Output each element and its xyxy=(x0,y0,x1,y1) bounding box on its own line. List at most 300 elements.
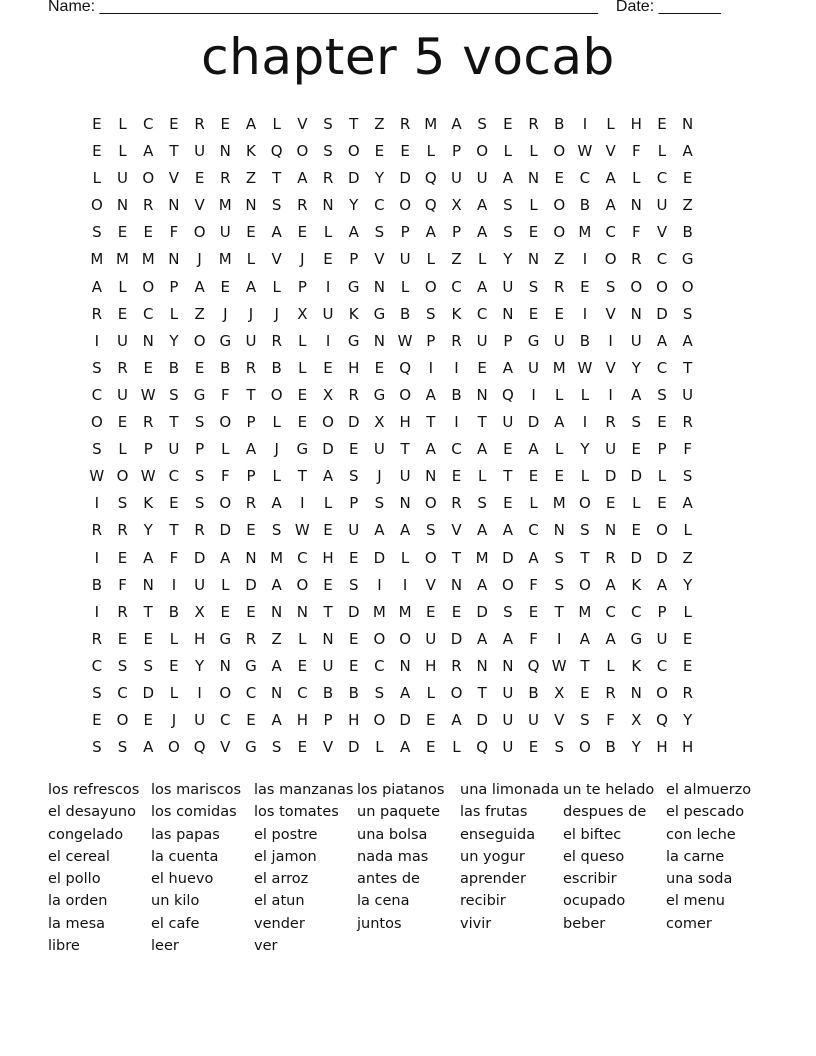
grid-letter: A xyxy=(220,548,231,567)
grid-letter: U xyxy=(348,521,360,540)
grid-letter: R xyxy=(605,413,616,432)
word-bank-item: con leche xyxy=(666,826,736,843)
page-title: chapter 5 vocab xyxy=(201,28,615,86)
grid-letter: E xyxy=(657,413,667,432)
grid-letter: D xyxy=(142,683,154,702)
grid-letter: H xyxy=(656,738,668,757)
grid-letter: N xyxy=(245,196,257,215)
grid-letter: R xyxy=(194,521,205,540)
grid-letter: I xyxy=(300,494,305,513)
grid-letter: C xyxy=(245,683,257,702)
grid-letter: C xyxy=(605,223,616,242)
grid-letter: L xyxy=(323,223,333,242)
grid-letter: O xyxy=(116,711,129,730)
grid-letter: I xyxy=(557,629,562,648)
grid-letter: S xyxy=(271,521,282,540)
grid-letter: R xyxy=(91,521,103,540)
grid-letter: A xyxy=(245,440,257,459)
grid-letter: C xyxy=(117,683,128,702)
grid-letter: V xyxy=(271,250,282,269)
grid-letter: U xyxy=(373,440,385,459)
grid-letter: R xyxy=(117,358,128,377)
grid-letter: S xyxy=(323,142,333,161)
grid-letter: B xyxy=(554,115,565,133)
word-bank-item: despues de xyxy=(563,804,647,821)
grid-letter: E xyxy=(554,467,564,486)
grid-letter: I xyxy=(325,331,331,350)
grid-letter: R xyxy=(682,683,693,702)
grid-letter: L xyxy=(221,440,230,459)
grid-letter: E xyxy=(117,629,128,648)
grid-letter: P xyxy=(246,467,256,486)
grid-letter: U xyxy=(194,142,206,161)
grid-letter: Y xyxy=(349,196,359,215)
grid-letter: W xyxy=(577,358,593,377)
grid-letter: N xyxy=(245,548,257,567)
grid-letter: E xyxy=(169,115,179,133)
grid-letter: I xyxy=(531,385,536,404)
grid-letter: M xyxy=(398,602,412,621)
grid-letter: T xyxy=(349,115,359,133)
grid-letter: S xyxy=(477,115,487,133)
grid-letter: R xyxy=(91,629,103,648)
grid-letter: Q xyxy=(399,358,411,377)
grid-letter: B xyxy=(579,331,591,350)
grid-letter: I xyxy=(325,277,331,296)
word-bank-item: la orden xyxy=(48,893,108,910)
grid-letter: L xyxy=(92,169,102,188)
grid-letter: L xyxy=(169,304,179,323)
grid-letter: N xyxy=(476,656,488,675)
grid-letter: E xyxy=(348,656,359,675)
grid-letter: J xyxy=(197,250,202,269)
grid-letter: G xyxy=(527,331,540,350)
grid-letter: C xyxy=(91,656,103,675)
grid-letter: T xyxy=(683,358,693,377)
grid-letter: S xyxy=(426,304,436,323)
grid-letter: L xyxy=(555,440,564,459)
grid-letter: O xyxy=(656,683,668,702)
grid-letter: K xyxy=(246,142,256,161)
grid-letter: A xyxy=(477,196,488,215)
grid-letter: Y xyxy=(195,656,205,675)
word-bank-item: el almuerzo xyxy=(666,782,752,798)
grid-letter: L xyxy=(529,196,538,215)
grid-letter: I xyxy=(582,413,588,432)
grid-letter: S xyxy=(194,467,205,486)
grid-letter: P xyxy=(143,440,153,459)
grid-letter: A xyxy=(502,629,513,648)
grid-letter: S xyxy=(348,467,359,486)
grid-letter: S xyxy=(271,196,282,215)
word-bank-item: un kilo xyxy=(151,893,200,910)
grid-letter: E xyxy=(323,575,333,594)
grid-letter: D xyxy=(347,602,360,621)
grid-letter: E xyxy=(580,277,590,296)
word-bank xyxy=(48,779,769,957)
word-bank-item: el pollo xyxy=(48,871,101,888)
grid-letter: S xyxy=(605,277,616,296)
grid-letter: O xyxy=(656,521,668,540)
grid-letter: E xyxy=(503,115,513,133)
grid-letter: D xyxy=(347,169,360,188)
grid-letter: R xyxy=(271,331,282,350)
grid-letter: E xyxy=(194,358,205,377)
grid-letter: J xyxy=(300,250,305,269)
grid-letter: A xyxy=(682,331,693,350)
grid-letter: A xyxy=(425,223,436,242)
grid-letter: G xyxy=(219,629,232,648)
word-bank-item: la cena xyxy=(357,893,410,910)
grid-letter: U xyxy=(502,683,514,702)
grid-letter: U xyxy=(553,331,565,350)
grid-letter: E xyxy=(92,711,102,730)
grid-letter: I xyxy=(582,115,588,133)
grid-letter: X xyxy=(322,385,334,404)
grid-letter: U xyxy=(502,711,514,730)
grid-letter: M xyxy=(578,602,592,621)
grid-letter: C xyxy=(656,250,668,269)
grid-letter: E xyxy=(169,494,179,513)
grid-letter: S xyxy=(194,494,205,513)
grid-letter: L xyxy=(272,467,281,486)
grid-letter: E xyxy=(554,304,564,323)
grid-letter: A xyxy=(579,629,591,648)
grid-letter: G xyxy=(347,277,360,296)
grid-letter: U xyxy=(656,629,668,648)
grid-letter: P xyxy=(349,494,359,513)
grid-letter: N xyxy=(527,169,540,188)
grid-letter: N xyxy=(271,602,283,621)
grid-letter: V xyxy=(656,223,668,242)
grid-letter: M xyxy=(218,250,232,269)
grid-letter: A xyxy=(374,521,385,540)
grid-letter: L xyxy=(683,602,692,621)
grid-letter: F xyxy=(529,629,538,648)
grid-letter: A xyxy=(399,521,411,540)
grid-letter: A xyxy=(631,385,642,404)
grid-letter: W xyxy=(140,385,156,404)
grid-letter: V xyxy=(451,521,462,540)
grid-letter: Z xyxy=(682,196,693,215)
grid-letter: K xyxy=(143,494,154,513)
grid-letter: L xyxy=(657,142,667,161)
grid-letter: O xyxy=(579,494,591,513)
grid-letter: D xyxy=(399,169,411,188)
grid-letter: B xyxy=(528,683,539,702)
grid-letter: T xyxy=(477,413,487,432)
grid-letter: E xyxy=(528,738,539,757)
grid-letter: E xyxy=(451,467,462,486)
grid-letter: Z xyxy=(271,629,282,648)
grid-letter: E xyxy=(220,602,231,621)
grid-letter: M xyxy=(552,494,566,513)
grid-letter: A xyxy=(271,575,282,594)
grid-letter: L xyxy=(452,738,461,757)
grid-letter: N xyxy=(399,656,411,675)
grid-letter: R xyxy=(245,494,257,513)
grid-letter: O xyxy=(399,196,411,215)
grid-letter: G xyxy=(245,656,257,675)
word-bank-item: el cafe xyxy=(151,915,200,932)
grid-letter: A xyxy=(143,738,154,757)
grid-letter: E xyxy=(220,277,231,296)
grid-letter: S xyxy=(169,385,179,404)
grid-letter: D xyxy=(476,711,488,730)
grid-letter: G xyxy=(373,304,386,323)
grid-letter: C xyxy=(476,304,488,323)
grid-letter: U xyxy=(502,738,514,757)
grid-letter: S xyxy=(580,711,590,730)
word-bank-item: una bolsa xyxy=(357,826,428,843)
grid-letter: E xyxy=(246,711,256,730)
grid-letter: E xyxy=(348,440,359,459)
grid-letter: M xyxy=(141,250,155,269)
grid-letter: L xyxy=(529,494,538,513)
word-bank-item: aprender xyxy=(460,871,526,888)
grid-letter: E xyxy=(297,223,308,242)
word-bank-item: el atun xyxy=(254,893,305,910)
grid-letter: L xyxy=(477,467,487,486)
grid-letter: X xyxy=(194,602,205,621)
grid-letter: R xyxy=(220,169,231,188)
grid-letter: T xyxy=(169,142,179,161)
grid-letter: C xyxy=(297,548,308,567)
grid-letter: V xyxy=(322,738,334,757)
grid-letter: E xyxy=(503,440,513,459)
grid-letter: A xyxy=(502,358,513,377)
grid-letter: H xyxy=(193,629,206,648)
grid-letter: E xyxy=(323,521,333,540)
word-bank-item: una soda xyxy=(666,871,733,888)
grid-letter: N xyxy=(219,656,231,675)
grid-letter: A xyxy=(502,169,513,188)
grid-letter: O xyxy=(296,142,309,161)
grid-letter: O xyxy=(579,575,591,594)
grid-letter: D xyxy=(604,467,617,486)
grid-letter: R xyxy=(554,277,565,296)
grid-letter: T xyxy=(323,602,333,621)
grid-letter: P xyxy=(349,250,359,269)
grid-letter: E xyxy=(580,683,590,702)
grid-letter: R xyxy=(451,494,462,513)
grid-letter: E xyxy=(297,413,308,432)
word-bank-item: el desayuno xyxy=(48,804,136,821)
grid-letter: M xyxy=(424,115,438,133)
grid-letter: T xyxy=(143,602,153,621)
grid-letter: I xyxy=(94,548,100,567)
grid-letter: A xyxy=(682,142,693,161)
grid-letter: N xyxy=(322,196,334,215)
grid-letter: M xyxy=(218,196,232,215)
grid-letter: O xyxy=(373,711,386,730)
grid-letter: N xyxy=(425,467,437,486)
grid-letter: E xyxy=(426,711,436,730)
grid-letter: U xyxy=(502,413,514,432)
grid-letter: B xyxy=(168,358,180,377)
grid-letter: O xyxy=(219,683,232,702)
grid-letter: U xyxy=(219,223,231,242)
word-bank-item: vender xyxy=(254,915,305,932)
grid-letter: L xyxy=(169,683,179,702)
grid-letter: S xyxy=(323,115,333,133)
word-bank-item: juntos xyxy=(357,915,402,932)
grid-letter: Z xyxy=(194,304,205,323)
grid-letter: L xyxy=(426,683,435,702)
grid-letter: T xyxy=(554,602,564,621)
grid-letter: R xyxy=(143,196,154,215)
grid-letter: I xyxy=(454,413,459,432)
grid-letter: A xyxy=(477,440,488,459)
grid-letter: I xyxy=(94,494,100,513)
grid-letter: U xyxy=(476,169,488,188)
grid-letter: M xyxy=(475,548,489,567)
grid-letter: C xyxy=(451,440,462,459)
grid-letter: L xyxy=(632,494,641,513)
grid-letter: L xyxy=(580,385,590,404)
grid-letter: O xyxy=(193,223,206,242)
grid-letter: A xyxy=(477,223,488,242)
grid-letter: E xyxy=(631,521,642,540)
grid-letter: U xyxy=(117,331,129,350)
grid-letter: I xyxy=(94,602,100,621)
grid-letter: Z xyxy=(451,250,462,269)
grid-letter: U xyxy=(117,385,129,404)
grid-letter: X xyxy=(297,304,308,323)
word-bank-item: antes de xyxy=(357,871,420,888)
grid-letter: U xyxy=(245,331,257,350)
word-bank-item: una limonada xyxy=(460,782,560,798)
grid-letter: A xyxy=(194,277,205,296)
grid-letter: O xyxy=(270,385,283,404)
grid-letter: J xyxy=(274,304,279,323)
grid-letter: V xyxy=(605,142,616,161)
grid-letter: V xyxy=(605,304,616,323)
grid-letter: X xyxy=(451,196,462,215)
word-bank-item: el arroz xyxy=(254,871,309,888)
grid-letter: H xyxy=(399,413,411,432)
grid-letter: D xyxy=(656,304,668,323)
grid-letter: R xyxy=(451,331,462,350)
grid-letter: Y xyxy=(143,521,153,540)
grid-letter: S xyxy=(271,738,282,757)
grid-letter: P xyxy=(426,331,436,350)
grid-letter: S xyxy=(348,575,359,594)
grid-letter: N xyxy=(168,196,180,215)
grid-letter: E xyxy=(426,602,436,621)
grid-letter: L xyxy=(503,142,513,161)
grid-letter: D xyxy=(502,548,514,567)
grid-letter: N xyxy=(476,385,488,404)
grid-letter: A xyxy=(477,521,488,540)
grid-letter: A xyxy=(605,169,616,188)
grid-letter: L xyxy=(477,250,487,269)
grid-letter: L xyxy=(118,277,127,296)
grid-letter: I xyxy=(608,385,613,404)
grid-letter: O xyxy=(553,142,566,161)
grid-letter: L xyxy=(118,115,127,133)
grid-letter: Z xyxy=(554,250,565,269)
grid-letter: W xyxy=(551,656,567,675)
grid-letter: E xyxy=(682,656,693,675)
grid-letter: O xyxy=(296,575,309,594)
grid-letter: R xyxy=(297,196,308,215)
grid-letter: I xyxy=(454,358,459,377)
grid-letter: H xyxy=(296,711,308,730)
grid-letter: R xyxy=(605,548,616,567)
grid-letter: D xyxy=(245,575,257,594)
grid-letter: D xyxy=(219,521,232,540)
grid-letter: A xyxy=(143,142,154,161)
grid-letter: C xyxy=(631,602,642,621)
grid-letter: O xyxy=(476,142,489,161)
grid-letter: E xyxy=(451,602,462,621)
grid-letter: Q xyxy=(424,196,437,215)
grid-letter: R xyxy=(245,629,257,648)
word-bank-item: congelado xyxy=(48,826,124,843)
grid-letter: M xyxy=(372,602,386,621)
grid-letter: S xyxy=(554,575,564,594)
grid-letter: L xyxy=(580,467,590,486)
grid-letter: O xyxy=(604,250,617,269)
grid-letter: H xyxy=(630,115,642,133)
grid-letter: Y xyxy=(503,250,513,269)
word-bank-item: escribir xyxy=(563,871,617,888)
grid-letter: K xyxy=(451,304,462,323)
grid-letter: F xyxy=(631,142,641,161)
grid-letter: I xyxy=(377,575,382,594)
grid-letter: W xyxy=(294,521,310,540)
grid-letter: T xyxy=(426,413,436,432)
grid-letter: N xyxy=(502,656,514,675)
word-bank-item: ocupado xyxy=(563,893,626,910)
grid-letter: E xyxy=(143,629,153,648)
grid-letter: N xyxy=(168,250,180,269)
grid-letter: A xyxy=(425,440,436,459)
grid-letter: S xyxy=(117,494,128,513)
grid-letter: U xyxy=(194,711,206,730)
grid-letter: M xyxy=(578,223,592,242)
grid-letter: Q xyxy=(476,738,489,757)
grid-letter: P xyxy=(657,602,667,621)
grid-letter: E xyxy=(426,738,436,757)
grid-letter: A xyxy=(245,115,257,133)
grid-letter: F xyxy=(631,223,641,242)
grid-letter: G xyxy=(219,331,232,350)
grid-letter: Q xyxy=(656,711,668,730)
grid-letter: E xyxy=(503,494,513,513)
grid-letter: A xyxy=(656,575,668,594)
word-bank-item: el menu xyxy=(666,893,725,910)
grid-letter: P xyxy=(451,142,461,161)
grid-letter: S xyxy=(528,277,539,296)
grid-letter: T xyxy=(297,467,307,486)
grid-letter: S xyxy=(426,521,436,540)
grid-letter: G xyxy=(193,385,206,404)
worksheet-header xyxy=(48,0,721,16)
grid-letter: C xyxy=(374,656,385,675)
grid-letter: O xyxy=(116,467,129,486)
grid-letter: A xyxy=(451,711,462,730)
grid-letter: O xyxy=(424,277,437,296)
grid-letter: L xyxy=(529,142,538,161)
grid-letter: L xyxy=(555,385,564,404)
grid-letter: R xyxy=(117,602,128,621)
grid-letter: U xyxy=(194,575,206,594)
grid-letter: A xyxy=(554,413,565,432)
grid-letter: R xyxy=(451,656,462,675)
grid-letter: O xyxy=(681,277,694,296)
